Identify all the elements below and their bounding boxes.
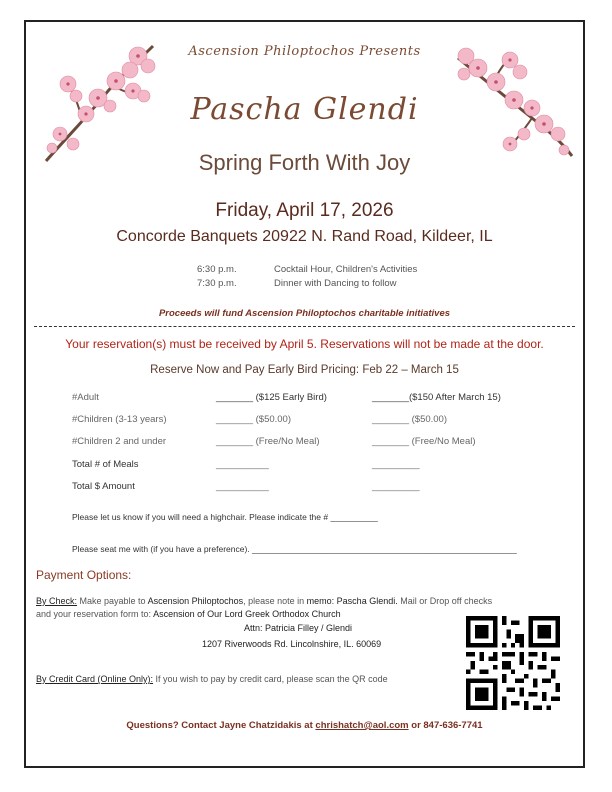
check-payment-paragraph bbox=[36, 596, 576, 608]
check-payee: Ascension Philoptochos bbox=[147, 596, 244, 606]
highchair-request[interactable]: Please let us know if you will need a highchair. Please indicate the # __________ bbox=[72, 512, 378, 522]
presents-line: Ascension Philoptochos Presents bbox=[188, 44, 421, 59]
church-address: 1207 Riverwoods Rd. Lincolnshire, IL. 60069 bbox=[202, 639, 382, 649]
check-text-2: , please note in bbox=[243, 596, 307, 606]
form-adult-early[interactable]: _______ ($125 Early Bird) bbox=[216, 392, 327, 403]
form-label-total-meals: Total # of Meals bbox=[72, 459, 139, 470]
schedule-activity-1: Cocktail Hour, Children's Activities bbox=[274, 264, 418, 275]
schedule-time-1: 6:30 p.m. bbox=[197, 264, 237, 275]
church-name: Ascension of Our Lord Greek Orthodox Church bbox=[153, 609, 341, 619]
credit-card-text: If you wish to pay by credit card, please scan the QR code bbox=[153, 674, 388, 684]
pricing-heading: Reserve Now and Pay Early Bird Pricing: Feb 22 – March 15 bbox=[150, 364, 459, 376]
by-credit-card-label: By Credit Card (Online Only): bbox=[36, 674, 154, 684]
form-total-amount-after[interactable]: _________ bbox=[372, 481, 420, 492]
event-theme: Spring Forth With Joy bbox=[198, 150, 411, 175]
contact-email-link[interactable]: chrishatch@aol.com bbox=[315, 720, 409, 731]
form-children-after[interactable]: _______ ($50.00) bbox=[372, 414, 448, 425]
contact-line bbox=[26, 720, 583, 731]
event-date: Friday, April 17, 2026 bbox=[215, 200, 394, 221]
form-total-amount-early[interactable]: __________ bbox=[216, 481, 269, 492]
qr-code-icon[interactable] bbox=[466, 616, 560, 710]
form-children-early[interactable]: _______ ($50.00) bbox=[216, 414, 292, 425]
form-label-toddlers: #Children 2 and under bbox=[72, 436, 167, 447]
cut-line-divider bbox=[34, 326, 575, 327]
form-label-adult: #Adult bbox=[72, 392, 99, 403]
form-total-meals-early[interactable]: __________ bbox=[216, 459, 269, 470]
schedule-time-2: 7:30 p.m. bbox=[197, 278, 237, 289]
contact-phone: or 847-636-7741 bbox=[408, 720, 483, 731]
event-venue: Concorde Banquets 20922 N. Rand Road, Kildeer, IL bbox=[116, 228, 493, 245]
proceeds-note: Proceeds will fund Ascension Philoptochos charitable initiatives bbox=[158, 308, 451, 319]
check-text-4: and your reservation form to: bbox=[36, 609, 154, 619]
payment-options-heading: Payment Options: bbox=[36, 568, 132, 582]
contact-prefix: Questions? Contact Jayne Chatzidakis at bbox=[126, 720, 316, 731]
form-toddlers-after[interactable]: _______ (Free/No Meal) bbox=[372, 436, 476, 447]
form-label-children: #Children (3-13 years) bbox=[72, 414, 167, 425]
event-title: Pascha Glendi bbox=[190, 92, 419, 127]
check-mail-line bbox=[36, 609, 341, 621]
check-text-3: Mail or Drop off checks bbox=[397, 596, 493, 606]
check-memo: memo: Pascha Glendi. bbox=[306, 596, 398, 606]
form-total-meals-after[interactable]: _________ bbox=[372, 459, 420, 470]
flyer-frame bbox=[24, 20, 585, 768]
check-attention: Attn: Patricia Filley / Glendi bbox=[244, 623, 353, 633]
check-text-1: Make payable to bbox=[77, 596, 148, 606]
form-toddlers-early[interactable]: _______ (Free/No Meal) bbox=[216, 436, 320, 447]
form-label-total-amount: Total $ Amount bbox=[72, 481, 135, 492]
reservation-deadline: Your reservation(s) must be received by April 5. Reservations will not be made at the door. bbox=[65, 337, 544, 351]
seating-preference[interactable]: Please seat me with (if you have a preference). ________________________________________________________ bbox=[72, 544, 517, 554]
form-adult-after[interactable]: _______($150 After March 15) bbox=[372, 392, 501, 403]
credit-card-line bbox=[36, 674, 388, 686]
schedule-activity-2: Dinner with Dancing to follow bbox=[274, 278, 397, 289]
by-check-label: By Check: bbox=[36, 596, 78, 606]
